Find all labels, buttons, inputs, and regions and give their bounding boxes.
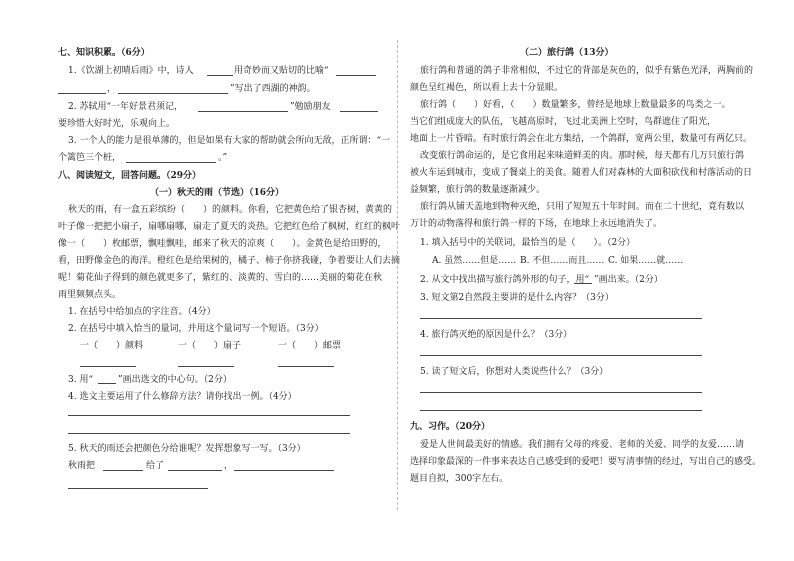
- p2-question-5: 5. 读了短文后，你想对人类说些什么？（3分）: [420, 367, 609, 377]
- choice-b[interactable]: B. 不但……而且……: [520, 256, 605, 266]
- underline-sample: [574, 283, 592, 284]
- passage-2-line: 改变旅行鸽命运的，是它食用起来味道鲜美的肉。那时候，每天都有几万只旅行鸽: [420, 151, 745, 161]
- measure-word-option-1: 一（ ）颜料: [80, 341, 144, 351]
- passage-2-line: 旅行鸽和普通的鸽子非常相似，不过它的背部是灰色的，似乎有紫色光泽，两胸前的: [420, 66, 754, 76]
- p2-question-2-b: ”画出来。（2分）: [594, 275, 663, 285]
- s7-q2-part-a: 2. 苏轼用“一年好景君须记，: [68, 102, 184, 112]
- p1-question-3-b: ”画出选文的中心句。（2分）: [118, 375, 232, 385]
- passage-1-line: 呢！菊花仙子得到的颜色就更多了，紫红的、淡黄的、雪白的……美丽的菊花在秋: [58, 273, 383, 283]
- passage-2-line: 益频繁，旅行鸽的数量逐渐减少。: [410, 185, 546, 195]
- answer-line[interactable]: [178, 366, 234, 367]
- passage-1-line: 秋天的雨，有一盒五彩缤纷（ ）的颜料。你看，它把黄色给了银杏树，黄黄的: [68, 205, 393, 215]
- comma-mark: ，: [107, 84, 117, 94]
- answer-line[interactable]: [103, 470, 143, 471]
- answer-line[interactable]: [234, 470, 334, 471]
- section-7-title: 七、知识积累。（6分）: [58, 48, 150, 58]
- s7-q2-part-b: ”勉励朋友: [290, 102, 331, 112]
- answer-line[interactable]: [126, 162, 216, 163]
- s7-q3-part-b: 个篱笆三个桩，: [58, 153, 122, 163]
- answer-line[interactable]: [336, 75, 376, 76]
- p2-question-3: 3. 短文第2自然段主要讲的是什么内容？（3分）: [420, 293, 614, 303]
- answer-line[interactable]: [118, 93, 228, 94]
- answer-line[interactable]: [68, 415, 350, 416]
- underline-sample: [98, 383, 116, 384]
- passage-1-title: （一）秋天的雨（节选）（16分）: [150, 188, 285, 198]
- s7-q2-part-c: 要珍惜大好时光，乐观向上。: [58, 119, 176, 129]
- passage-1-line: 叶子像一把把小扇子，扇哪扇哪，扇走了夏天的炎热。它把红色给了枫树，红红的枫叶: [58, 222, 401, 232]
- passage-2-line: 颜色呈红褐色，所以看上去十分显眼。: [410, 83, 564, 93]
- measure-word-option-3: 一（ ）邮票: [278, 341, 342, 351]
- p2-question-4: 4. 旅行鸽灭绝的原因是什么？（3分）: [420, 330, 573, 340]
- p1-q5-a: 秋雨把: [68, 461, 96, 471]
- passage-2-line: 旅行鸽（ ）好看，（ ）数量繁多，曾经是地球上数量最多的鸟类之一。: [420, 100, 731, 110]
- answer-line[interactable]: [420, 318, 702, 319]
- passage-2-line: 被火车运到城市，变成了餐桌上的美食。随着人们对森林的大面积砍伐和村落活动的日: [410, 168, 753, 178]
- s7-q1-part-b: 用奇妙而又贴切的比喻“: [234, 66, 329, 76]
- passage-2-line: 当它们组成庞大的队伍，飞越高原时，飞过北美洲上空时，鸟群遮住了阳光，: [410, 117, 717, 127]
- answer-line[interactable]: [80, 366, 136, 367]
- writing-prompt-line: 爱是人世间最美好的情感。我们拥有父母的疼爱、老师的关爱、同学的友爱……请: [420, 440, 745, 450]
- writing-prompt-line: 题目自拟，300字左右。: [410, 474, 509, 484]
- s7-q1-part-a: 1.《饮湖上初晴后雨》中，诗人: [68, 66, 194, 76]
- answer-line[interactable]: [198, 111, 288, 112]
- column-separator: [397, 40, 398, 510]
- answer-line[interactable]: [68, 488, 208, 489]
- p1-question-5: 5. 秋天的雨还会把颜色分给谁呢？发挥想象写一写。（3分）: [68, 444, 306, 454]
- p1-q5-b: 给了: [146, 461, 165, 471]
- left-column: [58, 0, 401, 561]
- passage-1-line: 像一（ ）枚邮票，飘哇飘哇，邮来了秋天的凉爽（ ）。金黄色是给田野的，: [58, 239, 387, 249]
- answer-line[interactable]: [420, 410, 702, 411]
- passage-2-line: 地面上一片昏暗。有时旅行鸽会在北方集结，一个鸽群，宽两公里，数量可有两亿只。: [410, 134, 753, 144]
- s7-q3-part-c: 。”: [218, 153, 228, 163]
- p2-question-1: 1. 填入括号中的关联词，最恰当的是（ ）。（2分）: [420, 238, 636, 248]
- right-column: [410, 0, 762, 561]
- passage-1-line: 看，田野像金色的海洋。橙红色是给果树的，橘子、柿子你挤我碰，争着要让人们去摘: [58, 256, 401, 266]
- answer-line[interactable]: [207, 75, 233, 76]
- answer-line[interactable]: [58, 93, 106, 94]
- passage-2-line: 万计的动物落得和旅行鸽一样的下场，在地球上永远地消失了。: [410, 219, 663, 229]
- passage-2-title: （二）旅行鸽（13分）: [520, 48, 614, 58]
- passage-2-line: 旅行鸽从铺天盖地到物种灭绝，只用了短短五十年时间。而在二十世纪，竟有数以: [420, 202, 745, 212]
- answer-line[interactable]: [278, 366, 334, 367]
- answer-line[interactable]: [68, 433, 350, 434]
- measure-word-option-2: 一（ ）扇子: [178, 341, 242, 351]
- answer-line[interactable]: [168, 470, 222, 471]
- answer-line[interactable]: [420, 392, 702, 393]
- section-9-title: 九、习作。（20分）: [410, 422, 491, 432]
- p1-question-3-a: 3. 用“: [68, 375, 94, 385]
- passage-1-line: 雨里频频点头。: [58, 290, 122, 300]
- s7-q3-part-a: 3. 一个人的能力是很单薄的，但是如果有大家的帮助就会所向无敌，正所谓：“一: [68, 136, 391, 146]
- p1-question-4: 4. 选文主要运用了什么修辞方法？请你找出一例。（4分）: [68, 392, 297, 402]
- choice-a[interactable]: A. 虽然……但是……: [432, 256, 517, 266]
- section-8-title: 八、阅读短文，回答问题。（29分）: [58, 171, 202, 181]
- p2-question-2-a: 2. 从文中找出描写旅行鸽外形的句子，用“: [420, 275, 590, 285]
- writing-prompt-line: 选择印象最深的一件事来表达自己感受到的爱吧！要写清事情的经过，写出自己的感受。: [410, 457, 762, 467]
- p1-q5-c: ，: [224, 461, 234, 471]
- p1-question-2: 2. 在括号中填入恰当的量词，并用这个量词写一个短语。（3分）: [68, 324, 324, 334]
- answer-line[interactable]: [340, 111, 378, 112]
- p1-question-1: 1. 在括号中给加点的字注音。（4分）: [68, 307, 216, 317]
- s7-q1-part-c: ”写出了西湖的神韵。: [230, 84, 316, 94]
- choice-c[interactable]: C. 如果……就……: [608, 256, 684, 266]
- answer-line[interactable]: [420, 355, 702, 356]
